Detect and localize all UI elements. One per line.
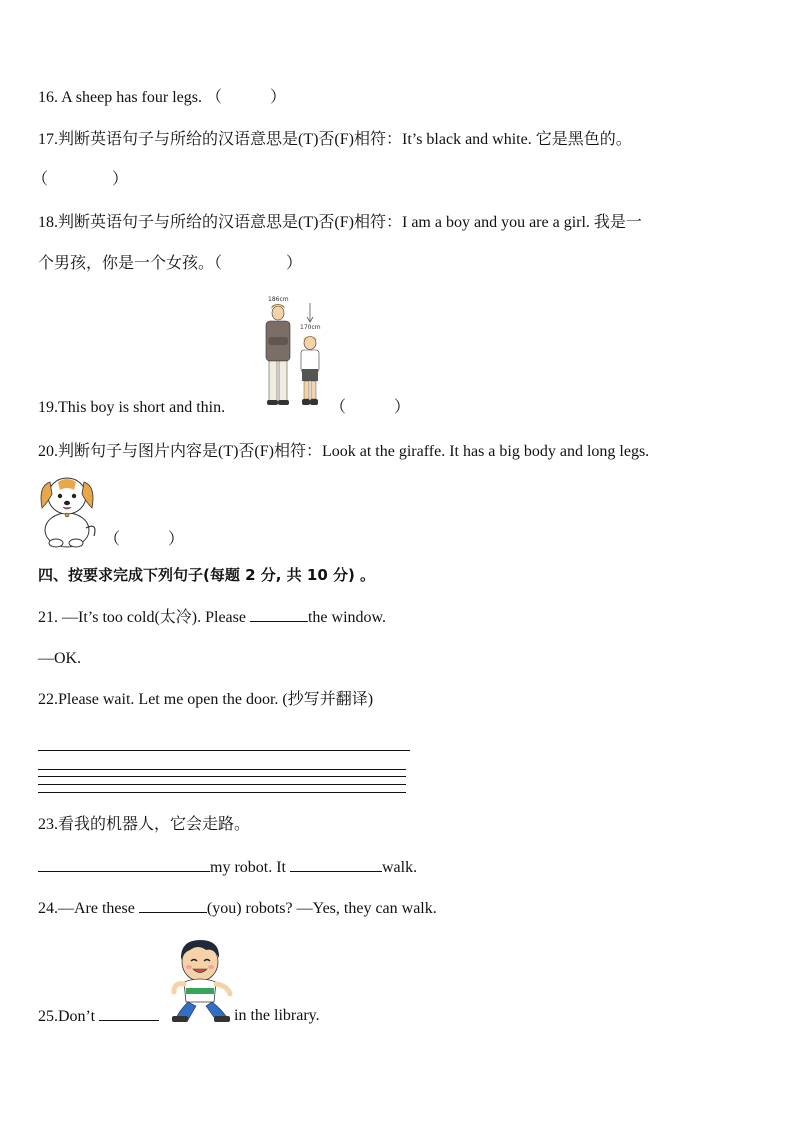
question-24 [38,898,437,919]
height-label-short: 170cm [300,324,321,331]
question-23-part2: walk. [382,859,418,876]
section-4-title: 四、按要求完成下列句子(每题 2 分, 共 10 分) 。 [38,566,376,584]
answer-blank[interactable] [38,857,210,872]
writing-line[interactable] [38,784,406,785]
question-17-text: 17.判断英语句子与所给的汉语意思是(T)否(F)相符：It’s black and white. 它是黑色的。 [38,131,632,148]
question-20-text: 20.判断句子与图片内容是(T)否(F)相符：Look at the giraffe. It has a big body and long legs. [38,443,650,460]
question-22: 22.Please wait. Let me open the door. (抄写并翻译) [38,691,374,708]
question-20-answer[interactable] [104,530,184,550]
question-18-line2 [38,254,302,274]
answer-paren[interactable]: （ ） [32,171,129,188]
height-label-tall: 186cm [268,296,289,303]
question-18 [38,213,642,233]
question-21-before: 21. —It’s too cold(太冷). Please [38,609,250,626]
running-boy-illustration [168,936,236,1026]
question-23-part1: my robot. It [210,859,290,876]
question-17 [38,130,632,150]
question-23-answer [38,857,417,878]
answer-paren[interactable]: （ ） [104,531,185,548]
answer-blank[interactable] [290,857,382,872]
question-20 [38,442,649,462]
question-18-text-line2: 个男孩，你是一个女孩。 [38,255,215,272]
question-25-after: in the library. [234,1007,320,1024]
answer-paren[interactable]: （ ） [214,255,303,272]
question-16 [38,88,286,108]
writing-line[interactable] [38,769,406,770]
writing-line[interactable] [38,750,410,751]
question-21 [38,607,386,628]
question-17-answer[interactable] [32,170,128,190]
answer-paren[interactable]: （ ） [205,89,286,106]
question-25 [38,1006,159,1027]
question-25-before: 25.Don’t [38,1008,100,1025]
question-18-text-line1: 18.判断英语句子与所给的汉语意思是(T)否(F)相符：I am a boy and you are a girl. 我是一 [38,214,642,231]
question-19-answer[interactable] [330,398,410,418]
question-23: 23.看我的机器人，它会走路。 [38,816,251,833]
answer-blank[interactable] [99,1006,159,1021]
man-and-boy-illustration [258,293,334,415]
question-19-text: 19.This boy is short and thin. [38,399,226,416]
question-21-after: the window. [307,609,387,626]
answer-blank[interactable] [250,607,308,622]
question-21-reply: —OK. [38,650,82,667]
dog-illustration [36,472,102,550]
answer-paren[interactable]: （ ） [330,399,411,416]
writing-line[interactable] [38,792,406,793]
question-19 [38,398,225,418]
question-24-after: (you) robots? —Yes, they can walk. [206,900,437,917]
writing-line[interactable] [38,776,406,777]
question-25-rest [234,1006,320,1026]
question-24-before: 24.—Are these [38,900,139,917]
question-16-text: 16. A sheep has four legs. [38,89,202,106]
answer-blank[interactable] [139,898,207,913]
